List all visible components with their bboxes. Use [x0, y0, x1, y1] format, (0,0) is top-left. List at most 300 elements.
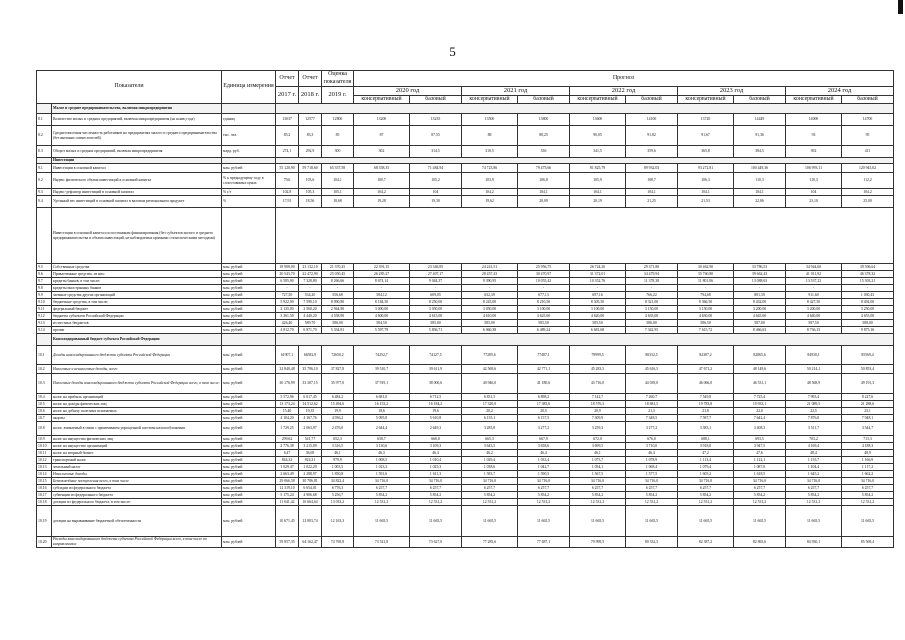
row-value: 46,3 — [354, 450, 410, 457]
row-value: 584,50 — [354, 320, 410, 327]
row-value: 104,1 — [322, 173, 354, 189]
row-value: 46,1 — [322, 450, 354, 457]
row-value: 5 854,2 — [734, 492, 786, 499]
header-year-2022: 2022 год — [570, 87, 678, 96]
row-value: - — [354, 285, 410, 292]
row-value: 4 620,00 — [570, 313, 626, 320]
row-value: 426,40 — [276, 320, 299, 327]
row-value: 6 489,24 — [518, 327, 570, 334]
row-code: 10.4 — [37, 394, 52, 401]
row-value: 80 332,5 — [626, 537, 678, 547]
row-value: 85,2 — [276, 126, 299, 146]
row-name: налог, взимаемый в связи с применением упрощенной системы налогообложения — [52, 422, 222, 436]
row-value: 7 993,4 — [786, 394, 842, 401]
row-unit: млн. рублей — [222, 485, 276, 492]
table-row — [37, 422, 894, 436]
row-value: 3 710,0 — [626, 443, 678, 450]
row-value: 106,8 — [518, 173, 570, 189]
row-value: 105,3 — [299, 189, 322, 196]
row-name: заемные средства других организаций — [52, 292, 222, 299]
table-row — [37, 443, 894, 450]
row-value: 5 572,96 — [276, 394, 299, 401]
row-value: 102,8 — [276, 189, 299, 196]
row-unit: % — [222, 196, 276, 208]
row-value: 6 257,7 — [734, 485, 786, 492]
row-name: дотации на выравнивание бюджетной обеспеченности — [52, 506, 222, 537]
row-value: 6,47 — [276, 450, 299, 457]
row-value: 1 113,4 — [678, 457, 734, 464]
row-value: 21,25 — [626, 196, 678, 208]
row-code: 9.12 — [37, 313, 52, 320]
row-value: 14100 — [626, 114, 678, 126]
row-value: 17,91 — [276, 196, 299, 208]
row-name: налог на доходы физических лиц — [52, 401, 222, 408]
row-value: 34 716,0 — [570, 478, 626, 485]
row-code: 10.20 — [37, 537, 52, 547]
row-value: 50 853,4 — [842, 365, 894, 374]
row-value: 14 512,62 — [299, 401, 322, 408]
row-value: 11 665,5 — [678, 506, 734, 537]
row-value: 392 — [786, 146, 842, 158]
row-name: Удельный вес инвестиций в основной капитал в валовом региональном продукте — [52, 196, 222, 208]
header-variant: консервативный — [354, 96, 410, 104]
row-value: 3 383,1 — [678, 422, 734, 436]
row-value: 3 511,7 — [786, 422, 842, 436]
row-value: 48,4 — [786, 450, 842, 457]
table-row — [37, 271, 894, 278]
row-value: 586,00 — [322, 320, 354, 327]
row-value: - — [626, 285, 678, 292]
row-value: 2 776,38 — [276, 443, 299, 450]
row-code: 10.16 — [37, 485, 52, 492]
row-value: 3 150,00 — [626, 306, 678, 313]
header-unit: Единица измерения — [222, 71, 276, 104]
row-value: 7 876,0 — [786, 415, 842, 422]
row-value: 1 591,6 — [354, 471, 410, 478]
row-value: 677,13 — [518, 292, 570, 299]
row-value: 1 577,5 — [626, 471, 678, 478]
row-value: 585,00 — [410, 320, 462, 327]
row-value: 88,25 — [518, 126, 570, 146]
row-value: 3 200,00 — [734, 306, 786, 313]
row-value: 585,50 — [570, 320, 626, 327]
row-value: 9 390,95 — [462, 278, 518, 285]
row-code: 10.17 — [37, 492, 52, 499]
row-value: 32 840,48 — [276, 365, 299, 374]
row-value: 1 729,25 — [276, 422, 299, 436]
row-value: 11 665,5 — [786, 506, 842, 537]
row-value: 8 245,00 — [462, 299, 518, 306]
row-value: 672,0 — [570, 436, 626, 443]
row-value: 359,6 — [626, 146, 678, 158]
row-name: налог на добычу полезных ископаемых — [52, 408, 222, 415]
row-value: 10 352,76 — [570, 278, 626, 285]
row-unit: млн. рублей — [222, 320, 276, 327]
row-value: 5 334,81 — [322, 327, 354, 334]
row-value: 31 372,01 — [570, 271, 626, 278]
row-value: 112,2 — [842, 173, 894, 189]
row-unit: млн. рублей — [222, 436, 276, 443]
row-value: 21 089,5 — [786, 401, 842, 408]
row-value: 34 716,0 — [354, 478, 410, 485]
row-value: 30 786,81 — [299, 478, 322, 485]
row-value: 5 854,2 — [678, 492, 734, 499]
forecast-table — [36, 70, 894, 548]
row-value: 5 854,2 — [518, 492, 570, 499]
row-code: 10.13 — [37, 464, 52, 471]
row-value: - — [678, 285, 734, 292]
row-value: 12 531,2 — [518, 499, 570, 506]
header-report-2: Отчет — [299, 71, 322, 87]
row-unit: млн. рублей — [222, 299, 276, 306]
row-value: 4 169,4 — [786, 443, 842, 450]
row-value: 35 977,0 — [322, 374, 354, 394]
row-value: 9 875,16 — [842, 327, 894, 334]
row-value: 89 932,03 — [626, 164, 678, 173]
row-code: 10.19 — [37, 506, 52, 537]
header-variant: базовый — [734, 96, 786, 104]
row-value: 11 665,5 — [570, 506, 626, 537]
row-value: 13600 — [570, 114, 626, 126]
row-value: 766,22 — [626, 292, 678, 299]
row-code: 10.6 — [37, 408, 52, 415]
row-value: 45 616,5 — [626, 365, 678, 374]
row-value: 4 630,00 — [678, 313, 734, 320]
row-value: 46,4 — [518, 450, 570, 457]
row-value: 18 908,00 — [276, 264, 299, 271]
row-value: 43 716,0 — [570, 374, 626, 394]
row-value: 33 786,53 — [734, 264, 786, 271]
row-value: 81 825,79 — [570, 164, 626, 173]
row-value: 2 649,3 — [410, 422, 462, 436]
row-value: 25 050,45 — [322, 271, 354, 278]
header-variant: базовый — [410, 96, 462, 104]
header-year-2021: 2021 год — [462, 87, 570, 96]
row-name: Инвестиции в основной капитал — [52, 164, 222, 173]
row-value: 6 712,5 — [410, 394, 462, 401]
row-code: 10.11 — [37, 450, 52, 457]
row-value: 652,3 — [322, 436, 354, 443]
row-name: Консолидированный бюджет субъекта Российской Федерации — [52, 334, 222, 346]
row-value: 91,82 — [626, 126, 678, 146]
row-value: 39 510,7 — [354, 365, 410, 374]
row-unit: млн. рублей — [222, 492, 276, 499]
row-name: дотации из федерального бюджета, в том числе: — [52, 499, 222, 506]
row-name: Неналоговые доходы — [52, 471, 222, 478]
row-value: 5 854,2 — [842, 492, 894, 499]
row-value: 34 944,60 — [786, 264, 842, 271]
row-value: 20,09 — [518, 196, 570, 208]
row-value: 6 257,7 — [786, 485, 842, 492]
row-value: 4 812,70 — [276, 327, 299, 334]
row-value: 8 210,50 — [518, 299, 570, 306]
row-value: 665,3 — [462, 436, 518, 443]
row-value: 12 531,2 — [626, 499, 678, 506]
row-value: 19 783,8 — [678, 401, 734, 408]
row-name: налог на игорный бизнес — [52, 450, 222, 457]
header-variant: консервативный — [570, 96, 626, 104]
row-unit: тыс. чел. — [222, 126, 276, 146]
row-value: 20,2 — [462, 408, 518, 415]
row-value: 667,9 — [518, 436, 570, 443]
row-code: 9.7 — [37, 278, 52, 285]
row-name: субсидии из федерального бюджета — [52, 485, 222, 492]
row-value: 13 537,23 — [786, 278, 842, 285]
row-value: 703,2 — [786, 436, 842, 443]
row-value: 91,67 — [678, 126, 734, 146]
row-name: Доходы консолидированного бюджета субъекта Российской Федерации — [52, 346, 222, 365]
row-unit: млн. рублей — [222, 313, 276, 320]
row-value: 21 288,6 — [842, 401, 894, 408]
row-value: 104,2 — [462, 189, 518, 196]
row-value: 22,0 — [734, 408, 786, 415]
row-value: 7 260,7 — [626, 394, 678, 401]
row-value: 6 017,45 — [299, 394, 322, 401]
row-unit: млрд. руб. — [222, 146, 276, 158]
table-row — [37, 346, 894, 365]
row-value: 84930,1 — [786, 346, 842, 365]
row-value: 5 854,2 — [626, 492, 678, 499]
row-unit: млн. рублей — [222, 408, 276, 415]
row-value: 46,1 — [570, 450, 626, 457]
row-value: 21,8 — [678, 408, 734, 415]
table-row — [37, 173, 894, 189]
row-value: 19,9 — [322, 408, 354, 415]
row-value: 1 042,7 — [518, 464, 570, 471]
row-value: 300 — [322, 146, 354, 158]
row-value: 21,3 — [626, 408, 678, 415]
row-value: 95 — [842, 126, 894, 146]
row-value: 22 391,15 — [354, 264, 410, 271]
row-unit: % г/г — [222, 189, 276, 196]
table-row — [37, 492, 894, 499]
row-value: 1 003,5 — [322, 464, 354, 471]
row-value: 100,7 — [354, 173, 410, 189]
row-value: 3 250,00 — [842, 306, 894, 313]
row-value: 61907,1 — [276, 346, 299, 365]
row-value: 1 025,3 — [410, 464, 462, 471]
row-value: 23 132,10 — [299, 264, 322, 271]
row-value: 3 109,3 — [410, 443, 462, 450]
row-value: 4 635,00 — [626, 313, 678, 320]
row-value: 22,86 — [734, 196, 786, 208]
row-value: 38 000,6 — [410, 374, 462, 394]
row-value: 34 822,4 — [322, 478, 354, 485]
row-value: 7 142,7 — [570, 394, 626, 401]
row-value: 1 605,2 — [678, 471, 734, 478]
row-value: 103,6 — [299, 173, 322, 189]
row-value: 82865,6 — [734, 346, 786, 365]
row-value: 42 569,6 — [462, 365, 518, 374]
header-year-2018: 2018 г. — [299, 87, 322, 104]
row-value: 48 149,6 — [734, 365, 786, 374]
row-value: 83,3 — [299, 126, 322, 146]
row-value: 3 658,6 — [518, 443, 570, 450]
row-value: 28 457,43 — [462, 271, 518, 278]
row-value: 6 681,0 — [354, 394, 410, 401]
row-value: 13200 — [354, 114, 410, 126]
row-code: 10.7 — [37, 415, 52, 422]
table-row — [37, 146, 894, 158]
row-value: 6 257,7 — [678, 485, 734, 492]
row-value: 1 029,47 — [276, 464, 299, 471]
row-value: 106 993,11 — [786, 164, 842, 173]
row-value: 64 162,47 — [299, 537, 322, 547]
row-name: налог на прибыль организаций — [52, 394, 222, 401]
row-value: 46 378,32 — [842, 271, 894, 278]
row-value: 8 427,50 — [786, 299, 842, 306]
row-value: 586,50 — [678, 320, 734, 327]
row-value: 8 321,00 — [626, 299, 678, 306]
row-value: 11 801,06 — [678, 278, 734, 285]
table-row — [37, 114, 894, 126]
row-name: транспортный налог — [52, 457, 222, 464]
row-value: 77285,6 — [462, 346, 518, 365]
row-value: 41 011,92 — [786, 271, 842, 278]
row-code: 9.9 — [37, 292, 52, 299]
row-value: 8 305,50 — [570, 299, 626, 306]
row-value: 3 544,7 — [842, 422, 894, 436]
row-name: Инвестиции в основной капитал по источникам финансирования (без субъектов малого и среднего предпринимательства и объема инвестиций, не наблюдаемых прямыми статистическими методами) — [52, 208, 222, 264]
header-variant: базовый — [518, 96, 570, 104]
row-value: 65 337,58 — [322, 164, 354, 173]
row-value: 26 285,27 — [354, 271, 410, 278]
row-code: 9.3 — [37, 189, 52, 196]
row-value: 4 104,20 — [276, 415, 299, 422]
row-name: из местных бюджетов — [52, 320, 222, 327]
row-value: 20,5 — [518, 408, 570, 415]
row-name: Налоговые доходы консолидированного бюджета субъекта Российской Федерации всего, в том числе: — [52, 374, 222, 394]
row-value: 2 663,49 — [276, 471, 299, 478]
row-value: 35 796,10 — [299, 365, 322, 374]
row-value: 19,28 — [354, 196, 410, 208]
row-value: 108,7 — [626, 173, 678, 189]
row-value: 104,1 — [734, 189, 786, 196]
row-code: 8.1 — [37, 114, 52, 126]
row-value: 47 671,2 — [678, 365, 734, 374]
row-value: 71 484,94 — [410, 164, 462, 173]
row-name: Индекс физического объема инвестиций в основной капитал — [52, 173, 222, 189]
row-value: 85 569,4 — [842, 537, 894, 547]
row-value: 8 184,50 — [354, 299, 410, 306]
row-value: 7 587,7 — [678, 415, 734, 422]
row-value: 609,05 — [410, 292, 462, 299]
row-code: 9.14 — [37, 327, 52, 334]
row-value: 6 898,2 — [518, 394, 570, 401]
table-body — [37, 104, 894, 547]
row-value: 12 163,3 — [322, 506, 354, 537]
row-value: 336 — [518, 146, 570, 158]
row-value: 18,68 — [322, 196, 354, 208]
row-value: 1 068,4 — [626, 464, 678, 471]
row-value: 29 371,80 — [626, 264, 678, 271]
row-value: 1 567,5 — [570, 471, 626, 478]
row-value: 660,0 — [410, 436, 462, 443]
row-value: 8 466,63 — [734, 327, 786, 334]
row-value: 5 922,90 — [276, 299, 299, 306]
row-value: 3 316,5 — [322, 443, 354, 450]
row-name: субвенции из федерального бюджета — [52, 492, 222, 499]
row-value: 5 854,2 — [570, 492, 626, 499]
table-row — [37, 408, 894, 415]
row-value: 6 060,38 — [462, 327, 518, 334]
row-value: 13037 — [276, 114, 299, 126]
row-value: 1 073,7 — [570, 457, 626, 464]
row-value: 18,56 — [299, 196, 322, 208]
row-value: 3 408,3 — [734, 422, 786, 436]
row-value: 1 029,4 — [462, 457, 518, 464]
row-code: 10.15 — [37, 478, 52, 485]
row-code: 8.2 — [37, 126, 52, 146]
row-unit: млн. рублей — [222, 415, 276, 422]
row-value: 8 090,80 — [322, 299, 354, 306]
row-value: 82387,2 — [678, 346, 734, 365]
row-value: 3 918,0 — [678, 443, 734, 450]
row-unit: млн. рублей — [222, 506, 276, 537]
row-value: 9 044,37 — [410, 278, 462, 285]
row-value: 1 155,7 — [786, 457, 842, 464]
row-value: 19,6 — [410, 408, 462, 415]
table-row — [37, 264, 894, 271]
row-value: 22,5 — [786, 408, 842, 415]
row-value: 106,3 — [678, 173, 734, 189]
row-value: 15 303,21 — [842, 278, 894, 285]
row-value: 3 100,00 — [570, 306, 626, 313]
row-code: 9.8 — [37, 285, 52, 292]
row-value: 8 674,14 — [354, 278, 410, 285]
row-value: 48,9 — [842, 450, 894, 457]
row-value: 79 475,66 — [518, 164, 570, 173]
row-name: Количество малых и средних предприятий, включая микропредприятия (на конец года) — [52, 114, 222, 126]
row-value: 1 079,4 — [678, 464, 734, 471]
row-unit: млн. рублей — [222, 327, 276, 334]
row-value: 7 642,4 — [734, 415, 786, 422]
row-value: 7 725,4 — [734, 394, 786, 401]
row-value: 5 854,2 — [410, 492, 462, 499]
row-value: 1 030,43 — [842, 292, 894, 299]
row-value: 11 665,5 — [734, 506, 786, 537]
header-variant: консервативный — [678, 96, 734, 104]
row-value: 302 — [354, 146, 410, 158]
row-value: 1 023,3 — [354, 464, 410, 471]
row-value: 11 665,5 — [626, 506, 678, 537]
row-value: 14700 — [842, 114, 894, 126]
row-value: 365,8 — [678, 146, 734, 158]
row-value: 77487,1 — [518, 346, 570, 365]
table-row — [37, 506, 894, 537]
row-name: Индекс-дефлятор инвестиций в основной капитал — [52, 189, 222, 196]
row-value: 41 180,6 — [518, 374, 570, 394]
row-name: Налоговые и неналоговые доходы, всего — [52, 365, 222, 374]
row-value: 84 930,1 — [786, 537, 842, 547]
row-value: 6 135,1 — [462, 415, 518, 422]
row-value: 6 776,3 — [322, 485, 354, 492]
row-value: 6 831,5 — [462, 394, 518, 401]
row-value: 292,9 — [299, 146, 322, 158]
row-value: 4 645,00 — [734, 313, 786, 320]
row-value: 586,00 — [626, 320, 678, 327]
row-name: кредиты банков, в том числе: — [52, 278, 222, 285]
row-value: 2 476,0 — [322, 422, 354, 436]
row-value: 13 173,24 — [276, 401, 299, 408]
row-value: 299,62 — [276, 436, 299, 443]
row-empty-span — [276, 104, 894, 114]
row-value: 11 665,5 — [354, 506, 410, 537]
row-value: 541,77 — [299, 436, 322, 443]
row-value: 1 590,5 — [518, 471, 570, 478]
row-value: 26 724,20 — [570, 264, 626, 271]
row-value: 6 257,7 — [410, 485, 462, 492]
